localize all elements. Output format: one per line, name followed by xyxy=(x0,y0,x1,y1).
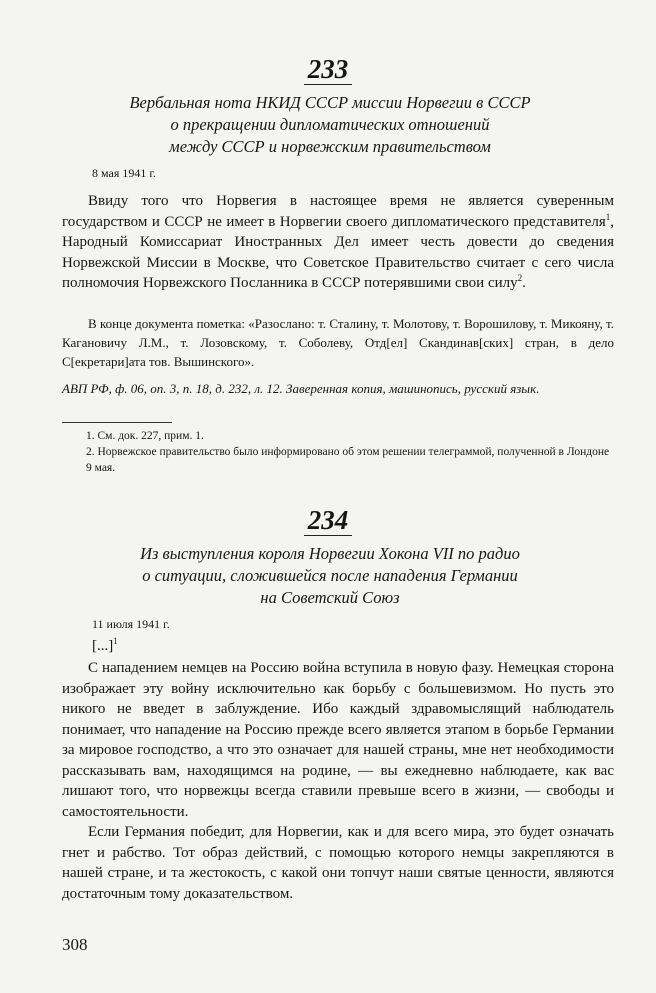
doc-233-note: В конце документа пометка: «Разослано: т. Сталину, т. Молотову, т. Ворошилову, т. Микояну, т. Кагановичу Л.М., т. Лозовскому, т. Соболеву, Отд[ел] Скандинав[ских] стран, в дело С[екретари]ата тов. Вышинского». xyxy=(62,316,614,369)
page-number: 308 xyxy=(62,935,88,954)
doc-233-body: Ввиду того что Норвегия в настоящее время не является суверенным государством и СССР не имеет в Норвегии своего дипломатического представителя$^1$, Народный Комиссариат Иностранных Дел имеет честь довести до сведения Норвежской Миссии в Москве, что Советское Правительство считает с сего числа полномочия Норвежского Посланника в СССР потерявшими свои силу$^2$. xyxy=(62,193,614,291)
doc-233-footnotes: 1. См. док. 227, прим. 1. 2. Норвежское правительство было информировано об этом решении телеграммой, полученной в Лондоне 9 мая. xyxy=(86,430,610,474)
doc-234-paragraph-2: Если Германия победит, для Норвегии, как и для всего мира, это будет означать гнет и рабство. Тот образ действий, с помощью которого немцы закрепляются в нашей стране, и та жестокость, с какой они топчут наши святые ценности, являются достаточным тому доказательством. xyxy=(62,824,614,902)
doc-234-number: 234 xyxy=(0,505,656,536)
doc-233-number: 233 xyxy=(0,54,656,85)
doc-234-paragraph-1: С нападением немцев на Россию война вступила в новую фазу. Немецкая сторона изображает эту войну исключительно как борьбу с большевизмом. Но пусть это никого не введет в заблуждение. Ибо каждый здравомыслящий наблюдатель понимает, что нападение на Россию прежде всего является этапом в борьбе Германии за мировое господство, а что это означает для нашей страны, мне нет необходимости рассказывать вам, находящимся на родине, — вы ежедневно наблюдаете, как вас лишают того, что норвежцы всегда ставили превыше всего в жизни, — свободы и самостоятельности. xyxy=(62,660,614,820)
doc-234-date: 11 июля 1941 г. xyxy=(92,617,170,631)
doc-233-date: 8 мая 1941 г. xyxy=(92,166,156,180)
doc-233-title: Вербальная нота НКИД СССР миссии Норвегии в СССР о прекращении дипломатических отношений между СССР и норвежским правительством xyxy=(129,93,531,156)
doc-234-body xyxy=(62,658,614,904)
footnote-divider xyxy=(62,422,172,423)
doc-233-source: АВП РФ, ф. 06, оп. 3, п. 18, д. 232, л. 12. Заверенная копия, машинопись, русский язык. xyxy=(62,381,540,396)
doc-234-omission: [...]$^1$ xyxy=(92,636,118,654)
doc-234-title: Из выступления короля Норвегии Хокона VII по радио о ситуации, сложившейся после нападения Германии на Советский Союз xyxy=(140,544,520,607)
